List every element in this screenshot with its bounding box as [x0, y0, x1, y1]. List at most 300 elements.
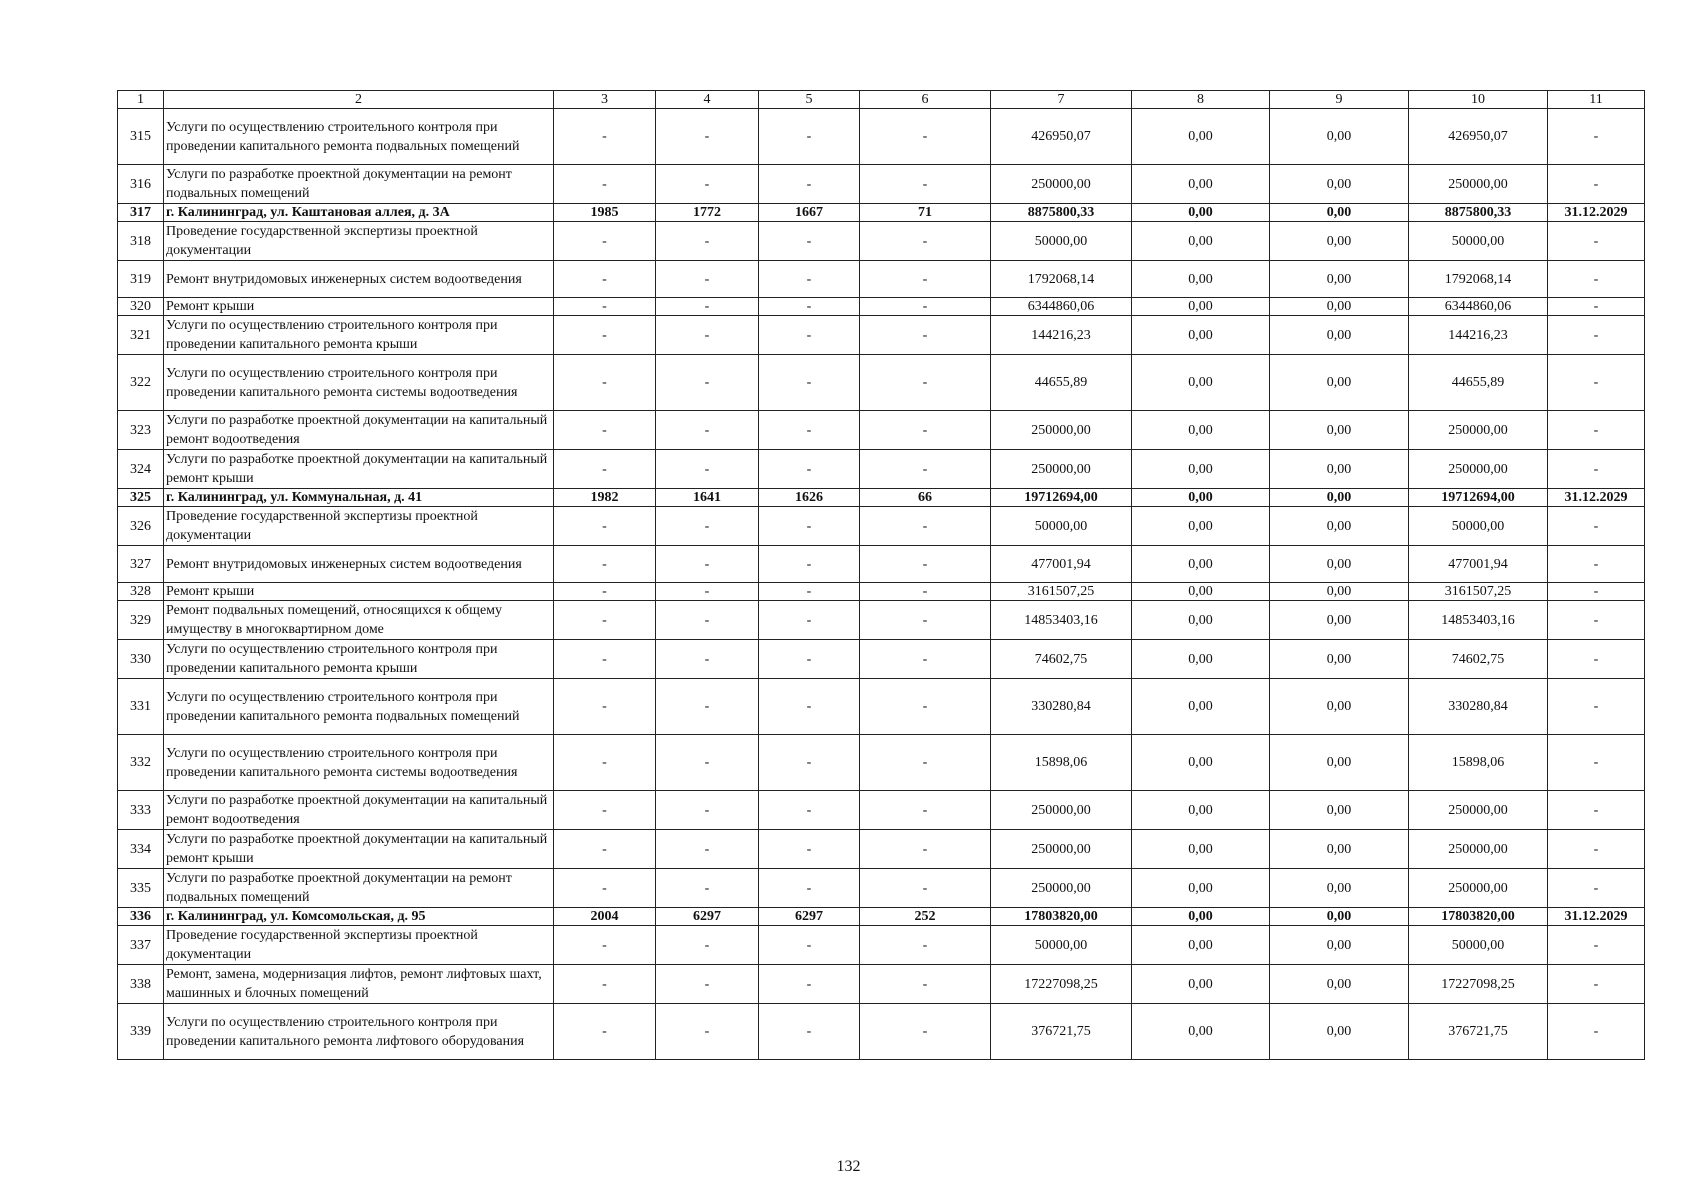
col-11-deadline-cell: 31.12.2029: [1548, 489, 1645, 507]
row-number-cell: 335: [118, 869, 164, 908]
col-header-11: 11: [1548, 91, 1645, 109]
table-row: [118, 735, 1645, 791]
col-10-cell: 44655,89: [1409, 355, 1548, 411]
col-6-cell: -: [860, 583, 991, 601]
col-header-6: 6: [860, 91, 991, 109]
col-6-cell: 66: [860, 489, 991, 507]
col-11-deadline-cell: -: [1548, 926, 1645, 965]
col-header-4: 4: [656, 91, 759, 109]
col-9-cell: 0,00: [1270, 204, 1409, 222]
col-8-cell: 0,00: [1132, 204, 1270, 222]
table-row: [118, 507, 1645, 546]
col-11-deadline-cell: 31.12.2029: [1548, 908, 1645, 926]
col-4-cell: -: [656, 546, 759, 583]
col-9-cell: 0,00: [1270, 926, 1409, 965]
col-6-cell: -: [860, 869, 991, 908]
col-8-cell: 0,00: [1132, 355, 1270, 411]
col-10-cell: 330280,84: [1409, 679, 1548, 735]
col-4-cell: -: [656, 735, 759, 791]
col-5-cell: 6297: [759, 908, 860, 926]
col-3-cell: -: [554, 222, 656, 261]
col-10-cell: 1792068,14: [1409, 261, 1548, 298]
col-6-cell: -: [860, 830, 991, 869]
table-row: [118, 926, 1645, 965]
col-7-total-cell: 8875800,33: [991, 204, 1132, 222]
col-10-cell: 3161507,25: [1409, 583, 1548, 601]
col-8-cell: 0,00: [1132, 261, 1270, 298]
col-7-total-cell: 17227098,25: [991, 965, 1132, 1004]
col-10-cell: 50000,00: [1409, 222, 1548, 261]
col-5-cell: -: [759, 791, 860, 830]
col-5-cell: 1626: [759, 489, 860, 507]
col-6-cell: -: [860, 165, 991, 204]
col-5-cell: -: [759, 450, 860, 489]
col-6-cell: -: [860, 298, 991, 316]
col-7-total-cell: 19712694,00: [991, 489, 1132, 507]
row-number-cell: 332: [118, 735, 164, 791]
address-row: [118, 204, 1645, 222]
col-9-cell: 0,00: [1270, 965, 1409, 1004]
col-4-cell: -: [656, 450, 759, 489]
col-9-cell: 0,00: [1270, 222, 1409, 261]
col-header-10: 10: [1409, 91, 1548, 109]
col-8-cell: 0,00: [1132, 735, 1270, 791]
col-6-cell: -: [860, 679, 991, 735]
col-11-deadline-cell: -: [1548, 450, 1645, 489]
col-5-cell: -: [759, 355, 860, 411]
item-name-cell: Услуги по разработке проектной документации на капитальный ремонт водоотведения: [164, 411, 554, 450]
table-row: [118, 316, 1645, 355]
col-10-cell: 50000,00: [1409, 926, 1548, 965]
col-7-total-cell: 250000,00: [991, 450, 1132, 489]
table-row: [118, 601, 1645, 640]
col-11-deadline-cell: -: [1548, 735, 1645, 791]
item-name-cell: Услуги по разработке проектной документации на ремонт подвальных помещений: [164, 165, 554, 204]
col-10-cell: 17227098,25: [1409, 965, 1548, 1004]
item-name-cell: Ремонт внутридомовых инженерных систем водоотведения: [164, 261, 554, 298]
col-6-cell: -: [860, 261, 991, 298]
item-name-cell: Проведение государственной экспертизы проектной документации: [164, 507, 554, 546]
col-9-cell: 0,00: [1270, 791, 1409, 830]
col-5-cell: -: [759, 298, 860, 316]
col-6-cell: -: [860, 450, 991, 489]
col-7-total-cell: 250000,00: [991, 830, 1132, 869]
col-6-cell: -: [860, 109, 991, 165]
col-3-cell: -: [554, 355, 656, 411]
page-number: 132: [836, 1158, 861, 1175]
col-8-cell: 0,00: [1132, 507, 1270, 546]
col-9-cell: 0,00: [1270, 546, 1409, 583]
table-row: [118, 583, 1645, 601]
col-6-cell: -: [860, 546, 991, 583]
col-11-deadline-cell: -: [1548, 869, 1645, 908]
col-9-cell: 0,00: [1270, 640, 1409, 679]
col-11-deadline-cell: -: [1548, 355, 1645, 411]
col-7-total-cell: 3161507,25: [991, 583, 1132, 601]
item-name-cell: Ремонт, замена, модернизация лифтов, ремонт лифтовых шахт, машинных и блочных помещений: [164, 965, 554, 1004]
row-number-cell: 324: [118, 450, 164, 489]
col-11-deadline-cell: -: [1548, 222, 1645, 261]
item-name-cell: Услуги по разработке проектной документации на капитальный ремонт крыши: [164, 450, 554, 489]
col-header-1: 1: [118, 91, 164, 109]
item-name-cell: Услуги по осуществлению строительного контроля при проведении капитального ремонта подвальных помещений: [164, 679, 554, 735]
col-7-total-cell: 477001,94: [991, 546, 1132, 583]
row-number-cell: 330: [118, 640, 164, 679]
col-6-cell: -: [860, 791, 991, 830]
table-row: [118, 640, 1645, 679]
col-4-cell: -: [656, 316, 759, 355]
col-3-cell: -: [554, 411, 656, 450]
col-10-cell: 50000,00: [1409, 507, 1548, 546]
col-8-cell: 0,00: [1132, 165, 1270, 204]
col-4-cell: -: [656, 869, 759, 908]
col-3-cell: -: [554, 450, 656, 489]
col-7-total-cell: 14853403,16: [991, 601, 1132, 640]
col-5-cell: -: [759, 222, 860, 261]
col-4-cell: -: [656, 355, 759, 411]
col-4-cell: 1772: [656, 204, 759, 222]
col-8-cell: 0,00: [1132, 411, 1270, 450]
col-10-cell: 14853403,16: [1409, 601, 1548, 640]
registry-table-container: [117, 90, 1644, 1060]
col-11-deadline-cell: -: [1548, 316, 1645, 355]
col-3-cell: -: [554, 583, 656, 601]
col-7-total-cell: 50000,00: [991, 222, 1132, 261]
col-11-deadline-cell: -: [1548, 965, 1645, 1004]
col-7-total-cell: 144216,23: [991, 316, 1132, 355]
col-9-cell: 0,00: [1270, 489, 1409, 507]
row-number-cell: 327: [118, 546, 164, 583]
row-number-cell: 323: [118, 411, 164, 450]
col-11-deadline-cell: -: [1548, 791, 1645, 830]
col-8-cell: 0,00: [1132, 450, 1270, 489]
col-3-cell: -: [554, 679, 656, 735]
col-6-cell: 252: [860, 908, 991, 926]
col-3-cell: -: [554, 869, 656, 908]
col-3-cell: -: [554, 1004, 656, 1060]
table-row: [118, 869, 1645, 908]
table-row: [118, 355, 1645, 411]
col-7-total-cell: 250000,00: [991, 411, 1132, 450]
col-3-cell: -: [554, 830, 656, 869]
col-10-cell: 8875800,33: [1409, 204, 1548, 222]
col-11-deadline-cell: 31.12.2029: [1548, 204, 1645, 222]
col-header-8: 8: [1132, 91, 1270, 109]
table-row: [118, 965, 1645, 1004]
col-9-cell: 0,00: [1270, 735, 1409, 791]
col-4-cell: -: [656, 640, 759, 679]
col-11-deadline-cell: -: [1548, 583, 1645, 601]
col-4-cell: -: [656, 583, 759, 601]
row-number-cell: 331: [118, 679, 164, 735]
col-4-cell: -: [656, 298, 759, 316]
table-row: [118, 546, 1645, 583]
col-10-cell: 376721,75: [1409, 1004, 1548, 1060]
col-header-5: 5: [759, 91, 860, 109]
col-7-total-cell: 44655,89: [991, 355, 1132, 411]
col-5-cell: -: [759, 926, 860, 965]
col-5-cell: -: [759, 601, 860, 640]
col-9-cell: 0,00: [1270, 830, 1409, 869]
item-name-cell: Проведение государственной экспертизы проектной документации: [164, 926, 554, 965]
table-body: [118, 91, 1645, 1060]
col-4-cell: -: [656, 222, 759, 261]
col-10-cell: 477001,94: [1409, 546, 1548, 583]
col-5-cell: 1667: [759, 204, 860, 222]
item-name-cell: Услуги по разработке проектной документации на ремонт подвальных помещений: [164, 869, 554, 908]
item-name-cell: Услуги по разработке проектной документации на капитальный ремонт крыши: [164, 830, 554, 869]
col-7-total-cell: 74602,75: [991, 640, 1132, 679]
table-row: [118, 450, 1645, 489]
col-5-cell: -: [759, 411, 860, 450]
col-5-cell: -: [759, 583, 860, 601]
col-11-deadline-cell: -: [1548, 507, 1645, 546]
col-4-cell: -: [656, 926, 759, 965]
col-5-cell: -: [759, 507, 860, 546]
item-name-cell: Ремонт крыши: [164, 298, 554, 316]
col-4-cell: 6297: [656, 908, 759, 926]
col-4-cell: -: [656, 411, 759, 450]
row-number-cell: 338: [118, 965, 164, 1004]
table-row: [118, 222, 1645, 261]
col-8-cell: 0,00: [1132, 583, 1270, 601]
col-9-cell: 0,00: [1270, 355, 1409, 411]
col-header-3: 3: [554, 91, 656, 109]
col-7-total-cell: 250000,00: [991, 869, 1132, 908]
col-10-cell: 17803820,00: [1409, 908, 1548, 926]
col-9-cell: 0,00: [1270, 601, 1409, 640]
col-4-cell: -: [656, 679, 759, 735]
col-3-cell: -: [554, 601, 656, 640]
col-10-cell: 6344860,06: [1409, 298, 1548, 316]
item-name-cell: Услуги по осуществлению строительного контроля при проведении капитального ремонта системы водоотведения: [164, 735, 554, 791]
col-9-cell: 0,00: [1270, 261, 1409, 298]
item-name-cell: Услуги по разработке проектной документации на капитальный ремонт водоотведения: [164, 791, 554, 830]
col-4-cell: 1641: [656, 489, 759, 507]
col-7-total-cell: 15898,06: [991, 735, 1132, 791]
row-number-cell: 336: [118, 908, 164, 926]
registry-table: [117, 90, 1645, 1060]
table-row: [118, 165, 1645, 204]
col-3-cell: 1985: [554, 204, 656, 222]
col-3-cell: -: [554, 298, 656, 316]
col-8-cell: 0,00: [1132, 316, 1270, 355]
col-11-deadline-cell: -: [1548, 298, 1645, 316]
col-10-cell: 250000,00: [1409, 830, 1548, 869]
row-number-cell: 317: [118, 204, 164, 222]
col-9-cell: 0,00: [1270, 908, 1409, 926]
table-row: [118, 679, 1645, 735]
col-4-cell: -: [656, 601, 759, 640]
item-name-cell: Услуги по осуществлению строительного контроля при проведении капитального ремонта системы водоотведения: [164, 355, 554, 411]
row-number-cell: 322: [118, 355, 164, 411]
row-number-cell: 329: [118, 601, 164, 640]
item-name-cell: Услуги по осуществлению строительного контроля при проведении капитального ремонта крыши: [164, 640, 554, 679]
col-5-cell: -: [759, 869, 860, 908]
col-10-cell: 250000,00: [1409, 450, 1548, 489]
col-11-deadline-cell: -: [1548, 830, 1645, 869]
header-row: [118, 91, 1645, 109]
row-number-cell: 337: [118, 926, 164, 965]
col-8-cell: 0,00: [1132, 791, 1270, 830]
col-11-deadline-cell: -: [1548, 109, 1645, 165]
col-5-cell: -: [759, 735, 860, 791]
col-11-deadline-cell: -: [1548, 1004, 1645, 1060]
col-9-cell: 0,00: [1270, 583, 1409, 601]
col-5-cell: -: [759, 965, 860, 1004]
col-11-deadline-cell: -: [1548, 640, 1645, 679]
col-6-cell: 71: [860, 204, 991, 222]
item-name-cell: Ремонт внутридомовых инженерных систем водоотведения: [164, 546, 554, 583]
col-9-cell: 0,00: [1270, 450, 1409, 489]
col-3-cell: -: [554, 791, 656, 830]
col-4-cell: -: [656, 1004, 759, 1060]
col-8-cell: 0,00: [1132, 679, 1270, 735]
col-8-cell: 0,00: [1132, 109, 1270, 165]
col-3-cell: -: [554, 316, 656, 355]
col-7-total-cell: 6344860,06: [991, 298, 1132, 316]
col-11-deadline-cell: -: [1548, 261, 1645, 298]
col-4-cell: -: [656, 965, 759, 1004]
col-10-cell: 250000,00: [1409, 165, 1548, 204]
col-7-total-cell: 50000,00: [991, 507, 1132, 546]
col-5-cell: -: [759, 109, 860, 165]
col-10-cell: 250000,00: [1409, 411, 1548, 450]
col-9-cell: 0,00: [1270, 411, 1409, 450]
col-8-cell: 0,00: [1132, 640, 1270, 679]
table-row: [118, 411, 1645, 450]
col-8-cell: 0,00: [1132, 926, 1270, 965]
col-10-cell: 426950,07: [1409, 109, 1548, 165]
col-4-cell: -: [656, 507, 759, 546]
col-8-cell: 0,00: [1132, 869, 1270, 908]
col-7-total-cell: 426950,07: [991, 109, 1132, 165]
col-5-cell: -: [759, 1004, 860, 1060]
col-10-cell: 15898,06: [1409, 735, 1548, 791]
row-number-cell: 328: [118, 583, 164, 601]
col-6-cell: -: [860, 1004, 991, 1060]
col-3-cell: -: [554, 261, 656, 298]
col-11-deadline-cell: -: [1548, 546, 1645, 583]
col-8-cell: 0,00: [1132, 965, 1270, 1004]
row-number-cell: 339: [118, 1004, 164, 1060]
col-3-cell: -: [554, 109, 656, 165]
col-7-total-cell: 1792068,14: [991, 261, 1132, 298]
col-8-cell: 0,00: [1132, 1004, 1270, 1060]
row-number-cell: 315: [118, 109, 164, 165]
col-3-cell: 1982: [554, 489, 656, 507]
item-name-cell: Услуги по осуществлению строительного контроля при проведении капитального ремонта крыши: [164, 316, 554, 355]
row-number-cell: 326: [118, 507, 164, 546]
col-header-9: 9: [1270, 91, 1409, 109]
col-8-cell: 0,00: [1132, 546, 1270, 583]
address-row: [118, 489, 1645, 507]
col-3-cell: -: [554, 546, 656, 583]
col-4-cell: -: [656, 830, 759, 869]
row-number-cell: 319: [118, 261, 164, 298]
col-9-cell: 0,00: [1270, 869, 1409, 908]
table-row: [118, 298, 1645, 316]
row-number-cell: 333: [118, 791, 164, 830]
col-8-cell: 0,00: [1132, 908, 1270, 926]
col-3-cell: 2004: [554, 908, 656, 926]
row-number-cell: 334: [118, 830, 164, 869]
col-6-cell: -: [860, 507, 991, 546]
col-7-total-cell: 250000,00: [991, 791, 1132, 830]
col-9-cell: 0,00: [1270, 1004, 1409, 1060]
col-9-cell: 0,00: [1270, 507, 1409, 546]
col-5-cell: -: [759, 830, 860, 869]
item-name-cell: Услуги по осуществлению строительного контроля при проведении капитального ремонта лифтового оборудования: [164, 1004, 554, 1060]
col-6-cell: -: [860, 222, 991, 261]
col-4-cell: -: [656, 791, 759, 830]
table-row: [118, 791, 1645, 830]
table-row: [118, 109, 1645, 165]
col-4-cell: -: [656, 165, 759, 204]
col-8-cell: 0,00: [1132, 601, 1270, 640]
col-5-cell: -: [759, 640, 860, 679]
item-name-cell: Ремонт подвальных помещений, относящихся к общему имуществу в многоквартирном доме: [164, 601, 554, 640]
col-6-cell: -: [860, 355, 991, 411]
col-8-cell: 0,00: [1132, 222, 1270, 261]
item-name-cell: Ремонт крыши: [164, 583, 554, 601]
col-3-cell: -: [554, 735, 656, 791]
col-9-cell: 0,00: [1270, 298, 1409, 316]
col-7-total-cell: 50000,00: [991, 926, 1132, 965]
col-6-cell: -: [860, 735, 991, 791]
col-10-cell: 250000,00: [1409, 791, 1548, 830]
col-3-cell: -: [554, 640, 656, 679]
col-9-cell: 0,00: [1270, 316, 1409, 355]
col-6-cell: -: [860, 926, 991, 965]
item-name-cell: Проведение государственной экспертизы проектной документации: [164, 222, 554, 261]
col-10-cell: 250000,00: [1409, 869, 1548, 908]
row-number-cell: 325: [118, 489, 164, 507]
item-name-cell: г. Калининград, ул. Комсомольская, д. 95: [164, 908, 554, 926]
col-3-cell: -: [554, 165, 656, 204]
col-5-cell: -: [759, 316, 860, 355]
col-7-total-cell: 17803820,00: [991, 908, 1132, 926]
col-3-cell: -: [554, 926, 656, 965]
col-10-cell: 74602,75: [1409, 640, 1548, 679]
row-number-cell: 316: [118, 165, 164, 204]
col-6-cell: -: [860, 640, 991, 679]
col-8-cell: 0,00: [1132, 830, 1270, 869]
col-11-deadline-cell: -: [1548, 411, 1645, 450]
col-6-cell: -: [860, 316, 991, 355]
col-5-cell: -: [759, 165, 860, 204]
address-row: [118, 908, 1645, 926]
col-7-total-cell: 376721,75: [991, 1004, 1132, 1060]
row-number-cell: 318: [118, 222, 164, 261]
col-10-cell: 19712694,00: [1409, 489, 1548, 507]
table-row: [118, 261, 1645, 298]
col-5-cell: -: [759, 679, 860, 735]
col-header-7: 7: [991, 91, 1132, 109]
col-7-total-cell: 330280,84: [991, 679, 1132, 735]
col-8-cell: 0,00: [1132, 298, 1270, 316]
item-name-cell: Услуги по осуществлению строительного контроля при проведении капитального ремонта подвальных помещений: [164, 109, 554, 165]
col-5-cell: -: [759, 261, 860, 298]
item-name-cell: г. Калининград, ул. Каштановая аллея, д. 3А: [164, 204, 554, 222]
row-number-cell: 320: [118, 298, 164, 316]
col-6-cell: -: [860, 411, 991, 450]
col-8-cell: 0,00: [1132, 489, 1270, 507]
table-row: [118, 1004, 1645, 1060]
row-number-cell: 321: [118, 316, 164, 355]
col-6-cell: -: [860, 601, 991, 640]
col-11-deadline-cell: -: [1548, 601, 1645, 640]
